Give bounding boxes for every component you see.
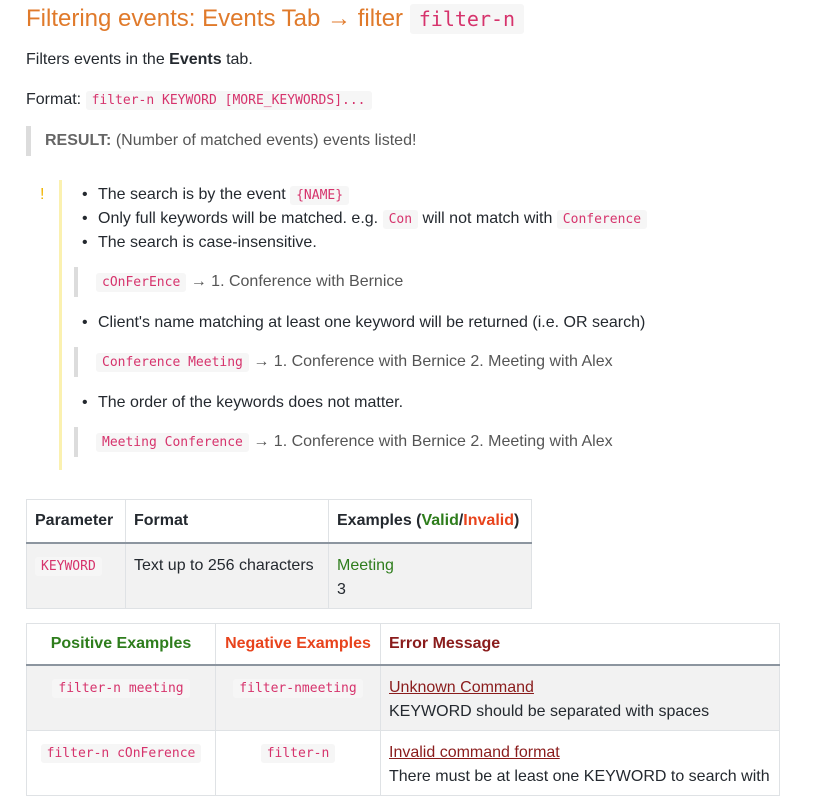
intro-bold: Events — [169, 51, 222, 68]
cell-format: Text up to 256 characters — [126, 543, 329, 609]
cell-examples — [329, 543, 532, 609]
exclamation-icon: ! — [40, 186, 45, 203]
examples-table — [26, 623, 780, 796]
page-title-command: filter-n — [410, 4, 524, 34]
list-item — [98, 391, 403, 415]
table-row — [27, 665, 780, 731]
cell-negative — [216, 665, 381, 731]
page-title-text: Filtering events: Events Tab → filter — [26, 5, 404, 32]
example2-result: → 1. Conference with Bernice 2. Meeting with Alex — [253, 353, 613, 370]
parameter-code: KEYWORD — [35, 557, 102, 576]
cell-negative — [216, 731, 381, 796]
error-detail: There must be at least one KEYWORD to search with — [389, 768, 770, 785]
example-quote — [74, 427, 613, 457]
parameters-table — [26, 499, 532, 609]
example1-code: cOnFerEnce — [96, 273, 186, 292]
example1-result: → 1. Conference with Bernice — [190, 273, 404, 290]
intro-prefix: Filters events in the — [26, 51, 170, 68]
format-code: filter-n KEYWORD [MORE_KEYWORDS]... — [86, 91, 372, 110]
example2-code: Conference Meeting — [96, 353, 249, 372]
bullet5-text: The order of the keywords does not matter. — [98, 394, 404, 411]
examples-suffix: ) — [513, 512, 520, 529]
format-line — [26, 91, 372, 109]
error-title-link[interactable]: Unknown Command — [389, 679, 534, 696]
example-quote — [74, 347, 613, 377]
bullet1-code: {NAME} — [290, 186, 349, 205]
bullet2-code2: Conference — [557, 210, 647, 229]
header-parameter: Parameter — [27, 500, 126, 544]
positive-code: filter-n cOnFerence — [41, 744, 202, 763]
slash: / — [458, 512, 464, 529]
bullet2-mid: will not match with — [422, 210, 553, 227]
result-label: RESULT: — [45, 132, 112, 149]
header-negative: Negative Examples — [216, 624, 381, 666]
cell-error — [381, 665, 780, 731]
result-text: (Number of matched events) events listed! — [115, 132, 417, 149]
examples-prefix: Examples ( — [337, 512, 422, 529]
cell-error — [381, 731, 780, 796]
bullet2-code1: Con — [383, 210, 418, 229]
example3-code: Meeting Conference — [96, 433, 249, 452]
list-item — [98, 183, 349, 208]
header-positive: Positive Examples — [27, 624, 216, 666]
error-detail: KEYWORD should be separated with spaces — [389, 703, 710, 720]
cell-parameter — [27, 543, 126, 609]
example3-result: → 1. Conference with Bernice 2. Meeting with Alex — [253, 433, 613, 450]
result-blockquote — [26, 126, 446, 156]
invalid-label: Invalid — [463, 512, 514, 529]
header-format: Format — [126, 500, 329, 544]
table-row — [27, 543, 532, 609]
bullet1-text: The search is by the event — [98, 186, 286, 203]
valid-example: Meeting — [337, 557, 394, 574]
valid-label: Valid — [421, 512, 459, 529]
negative-code: filter-nmeeting — [233, 679, 362, 698]
error-title-link[interactable]: Invalid command format — [389, 744, 560, 761]
note-callout — [26, 180, 786, 470]
intro-suffix: tab. — [221, 51, 253, 68]
cell-positive — [27, 665, 216, 731]
intro-paragraph — [26, 51, 253, 69]
example-quote — [74, 267, 403, 297]
list-item — [98, 231, 317, 255]
positive-code: filter-n meeting — [52, 679, 189, 698]
bullet3-text: The search is case-insensitive. — [98, 234, 317, 251]
negative-code: filter-n — [261, 744, 336, 763]
header-examples — [329, 500, 532, 544]
cell-positive — [27, 731, 216, 796]
list-item — [98, 207, 647, 232]
format-label: Format: — [26, 91, 82, 108]
table-row — [27, 731, 780, 796]
page-title — [26, 5, 524, 33]
bullet2-text: Only full keywords will be matched. e.g. — [98, 210, 379, 227]
list-item — [98, 311, 645, 335]
header-error: Error Message — [381, 624, 780, 666]
invalid-example: 3 — [337, 581, 346, 598]
note-border — [59, 180, 62, 470]
bullet4-text: Client's name matching at least one keyword will be returned (i.e. OR search) — [98, 314, 646, 331]
